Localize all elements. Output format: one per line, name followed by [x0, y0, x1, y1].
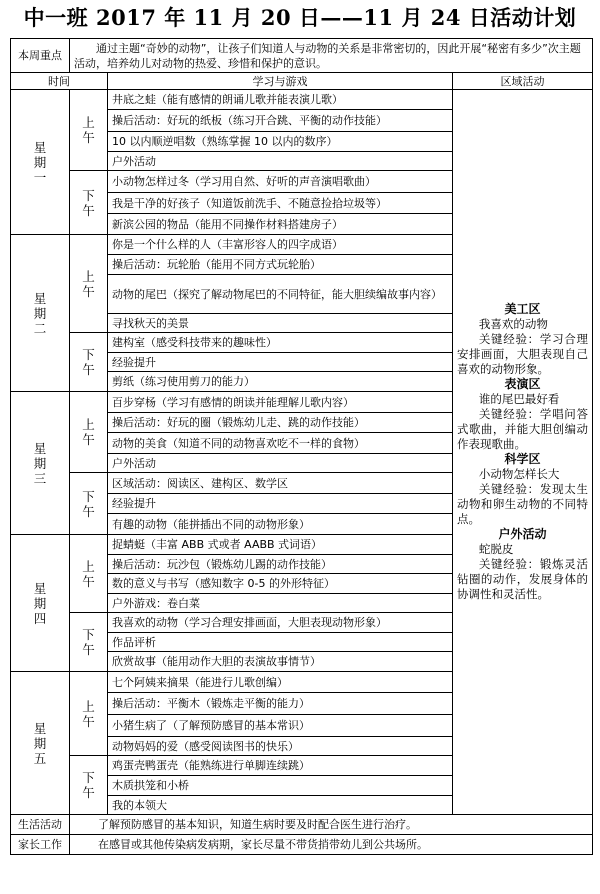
region-heading: 表演区 [504, 377, 541, 391]
weekday-char: 星 [33, 290, 47, 306]
region-key-experience: 关键经验：锻炼灵活钻圈的动作，发展身体的协调性和灵活性。 [457, 557, 588, 601]
afternoon-char: 午 [82, 642, 95, 657]
activity-item: 七个阿姨来摘果（能进行儿歌创编） [108, 672, 453, 693]
region-heading: 户外活动 [498, 527, 547, 541]
region-activity: 谁的尾巴最好看 [478, 392, 560, 406]
afternoon-char: 午 [82, 785, 95, 800]
activity-item: 户外游戏：卷白菜 [108, 594, 453, 613]
footer-text: 在感冒或其他传染病发病期，家长尽量不带货捎带幼儿到公共场所。 [70, 835, 593, 855]
activity-item: 户外活动 [108, 454, 453, 473]
weekday-label [11, 392, 70, 535]
morning-label [70, 672, 108, 756]
focus-row [11, 39, 593, 73]
region-activities-cell [453, 90, 593, 815]
region-heading: 美工区 [504, 302, 541, 316]
region-heading: 科学区 [504, 452, 541, 466]
activity-item: 寻找秋天的美景 [108, 314, 453, 333]
activity-row [11, 90, 593, 110]
afternoon-char: 午 [82, 362, 95, 377]
morning-char: 上 [82, 417, 95, 432]
afternoon-label [70, 756, 108, 815]
morning-char: 午 [82, 573, 95, 589]
weekday-char: 期 [33, 735, 47, 751]
afternoon-label [70, 333, 108, 392]
activity-item: 动物妈妈的爱（感受阅读图书的快乐） [108, 737, 453, 756]
footer-text: 了解预防感冒的基本知识，知道生病时要及时配合医生进行治疗。 [70, 815, 593, 835]
activity-plan-table [10, 38, 593, 855]
morning-char: 上 [82, 558, 95, 574]
page-title: 中一班 2017 年 11 月 20 日——11 月 24 日活动计划 [23, 5, 577, 30]
header-learning: 学习与游戏 [108, 73, 453, 90]
footer-label: 生活活动 [11, 815, 70, 835]
morning-char: 上 [82, 268, 95, 284]
activity-item: 小动物怎样过冬（学习用自然、好听的声音演唱歌曲） [108, 171, 453, 193]
footer-row [11, 835, 593, 855]
morning-label [70, 535, 108, 613]
footer-row [11, 815, 593, 835]
weekday-char: 一 [33, 169, 47, 185]
activity-item: 动物的美食（知道不同的动物喜欢吃不一样的食物） [108, 433, 453, 454]
activity-item: 新滨公园的物品（能用不同操作材料搭建房子） [108, 214, 453, 235]
activity-item: 有趣的动物（能拼插出不同的动物形象） [108, 514, 453, 535]
activity-item: 我喜欢的动物（学习合理安排画面，大胆表现动物形象） [108, 613, 453, 633]
activity-item: 操后活动：平衡木（锻炼走平衡的能力） [108, 693, 453, 715]
morning-char: 午 [82, 432, 95, 447]
morning-label [70, 392, 108, 473]
activity-item: 剪纸（练习使用剪刀的能力） [108, 372, 453, 392]
weekday-label [11, 672, 70, 815]
morning-char: 上 [82, 698, 95, 714]
weekday-char: 期 [33, 595, 47, 611]
weekday-char: 星 [33, 440, 47, 456]
afternoon-char: 午 [82, 202, 95, 218]
activity-item: 操后活动：好玩的纸板（练习开合跳、平衡的动作技能） [108, 110, 453, 132]
activity-item: 动物的尾巴（探究了解动物尾巴的不同特征，能大胆续编故事内容） [108, 275, 453, 314]
activity-item: 数的意义与书写（感知数字 0-5 的外形特征） [108, 574, 453, 594]
weekday-char: 星 [33, 720, 47, 736]
weekday-char: 三 [33, 470, 47, 486]
weekday-label [11, 535, 70, 672]
morning-char: 午 [82, 130, 95, 145]
activity-item: 木质拱笼和小桥 [108, 776, 453, 796]
activity-item: 作品评析 [108, 633, 453, 652]
afternoon-label [70, 473, 108, 535]
activity-item: 欣赏故事（能用动作大胆的表演故事情节） [108, 652, 453, 672]
focus-text: 通过主题“奇妙的动物”，让孩子们知道人与动物的关系是非常密切的，因此开展“秘密有多少”次主题活动，培养幼儿对动物的热爱、珍惜和保护的意识。 [70, 39, 593, 73]
morning-label [70, 90, 108, 171]
afternoon-char: 下 [82, 627, 95, 642]
activity-item: 经验提升 [108, 494, 453, 514]
activity-item: 操后活动：玩轮胎（能用不同方式玩轮胎） [108, 255, 453, 275]
weekday-label [11, 235, 70, 392]
weekday-char: 四 [33, 610, 47, 626]
region-key-experience: 关键经验：学习合理安排画面，大胆表现自己喜欢的动物形象。 [457, 332, 588, 376]
afternoon-char: 下 [82, 187, 95, 203]
morning-char: 午 [82, 713, 95, 729]
region-activity: 小动物怎样长大 [478, 467, 560, 481]
afternoon-char: 午 [82, 503, 95, 519]
weekday-char: 五 [33, 750, 47, 766]
afternoon-char: 下 [82, 770, 95, 785]
activity-item: 操后活动：好玩的圈（锻炼幼儿走、跳的动作技能） [108, 413, 453, 433]
weekday-char: 期 [33, 154, 47, 170]
activity-item: 我的本领大 [108, 796, 453, 815]
weekday-char: 星 [33, 139, 47, 155]
activity-item: 捉蜻蜓（丰富 ABB 式或者 AABB 式词语） [108, 535, 453, 555]
morning-label [70, 235, 108, 333]
afternoon-char: 下 [82, 488, 95, 504]
activity-item: 10 以内顺逆唱数（熟练掌握 10 以内的数序） [108, 132, 453, 152]
afternoon-char: 下 [82, 347, 95, 362]
activity-item: 操后活动：玩沙包（锻炼幼儿踢的动作技能） [108, 555, 453, 574]
weekday-char: 期 [33, 455, 47, 471]
morning-char: 午 [82, 283, 95, 299]
activity-item: 户外活动 [108, 152, 453, 171]
focus-label: 本周重点 [11, 39, 70, 73]
weekday-char: 星 [33, 580, 47, 596]
region-key-experience: 关键经验：发现太生动物和卵生动物的不同特点。 [457, 482, 588, 526]
weekday-char: 二 [33, 320, 47, 336]
header-time: 时间 [11, 73, 108, 90]
weekday-label [11, 90, 70, 235]
activity-item: 你是一个什么样的人（丰富形容人的四字成语） [108, 235, 453, 255]
activity-item: 百步穿杨（学习有感情的朗读并能理解儿歌内容） [108, 392, 453, 413]
afternoon-label [70, 613, 108, 672]
activity-item: 井底之蛙（能有感情的朗诵儿歌并能表演儿歌） [108, 90, 453, 110]
activity-item: 我是干净的好孩子（知道饭前洗手、不随意捡拾垃圾等） [108, 193, 453, 214]
activity-item: 小猪生病了（了解预防感冒的基本常识） [108, 715, 453, 737]
region-key-experience: 关键经验：学唱问答式歌曲，并能大胆创编动作表现歌曲。 [457, 407, 588, 451]
region-activity: 蛇脱皮 [478, 542, 514, 556]
morning-char: 上 [82, 115, 95, 130]
header-region: 区域活动 [453, 73, 593, 90]
activity-item: 区域活动：阅读区、建构区、数学区 [108, 473, 453, 494]
footer-label: 家长工作 [11, 835, 70, 855]
header-row [11, 73, 593, 90]
region-activity: 我喜欢的动物 [478, 317, 548, 331]
activity-item: 鸡蛋壳鸭蛋壳（能熟练进行单脚连续跳） [108, 756, 453, 776]
activity-item: 经验提升 [108, 353, 453, 372]
afternoon-label [70, 171, 108, 235]
weekday-char: 期 [33, 305, 47, 321]
activity-item: 建构室（感受科技带来的趣味性） [108, 333, 453, 353]
